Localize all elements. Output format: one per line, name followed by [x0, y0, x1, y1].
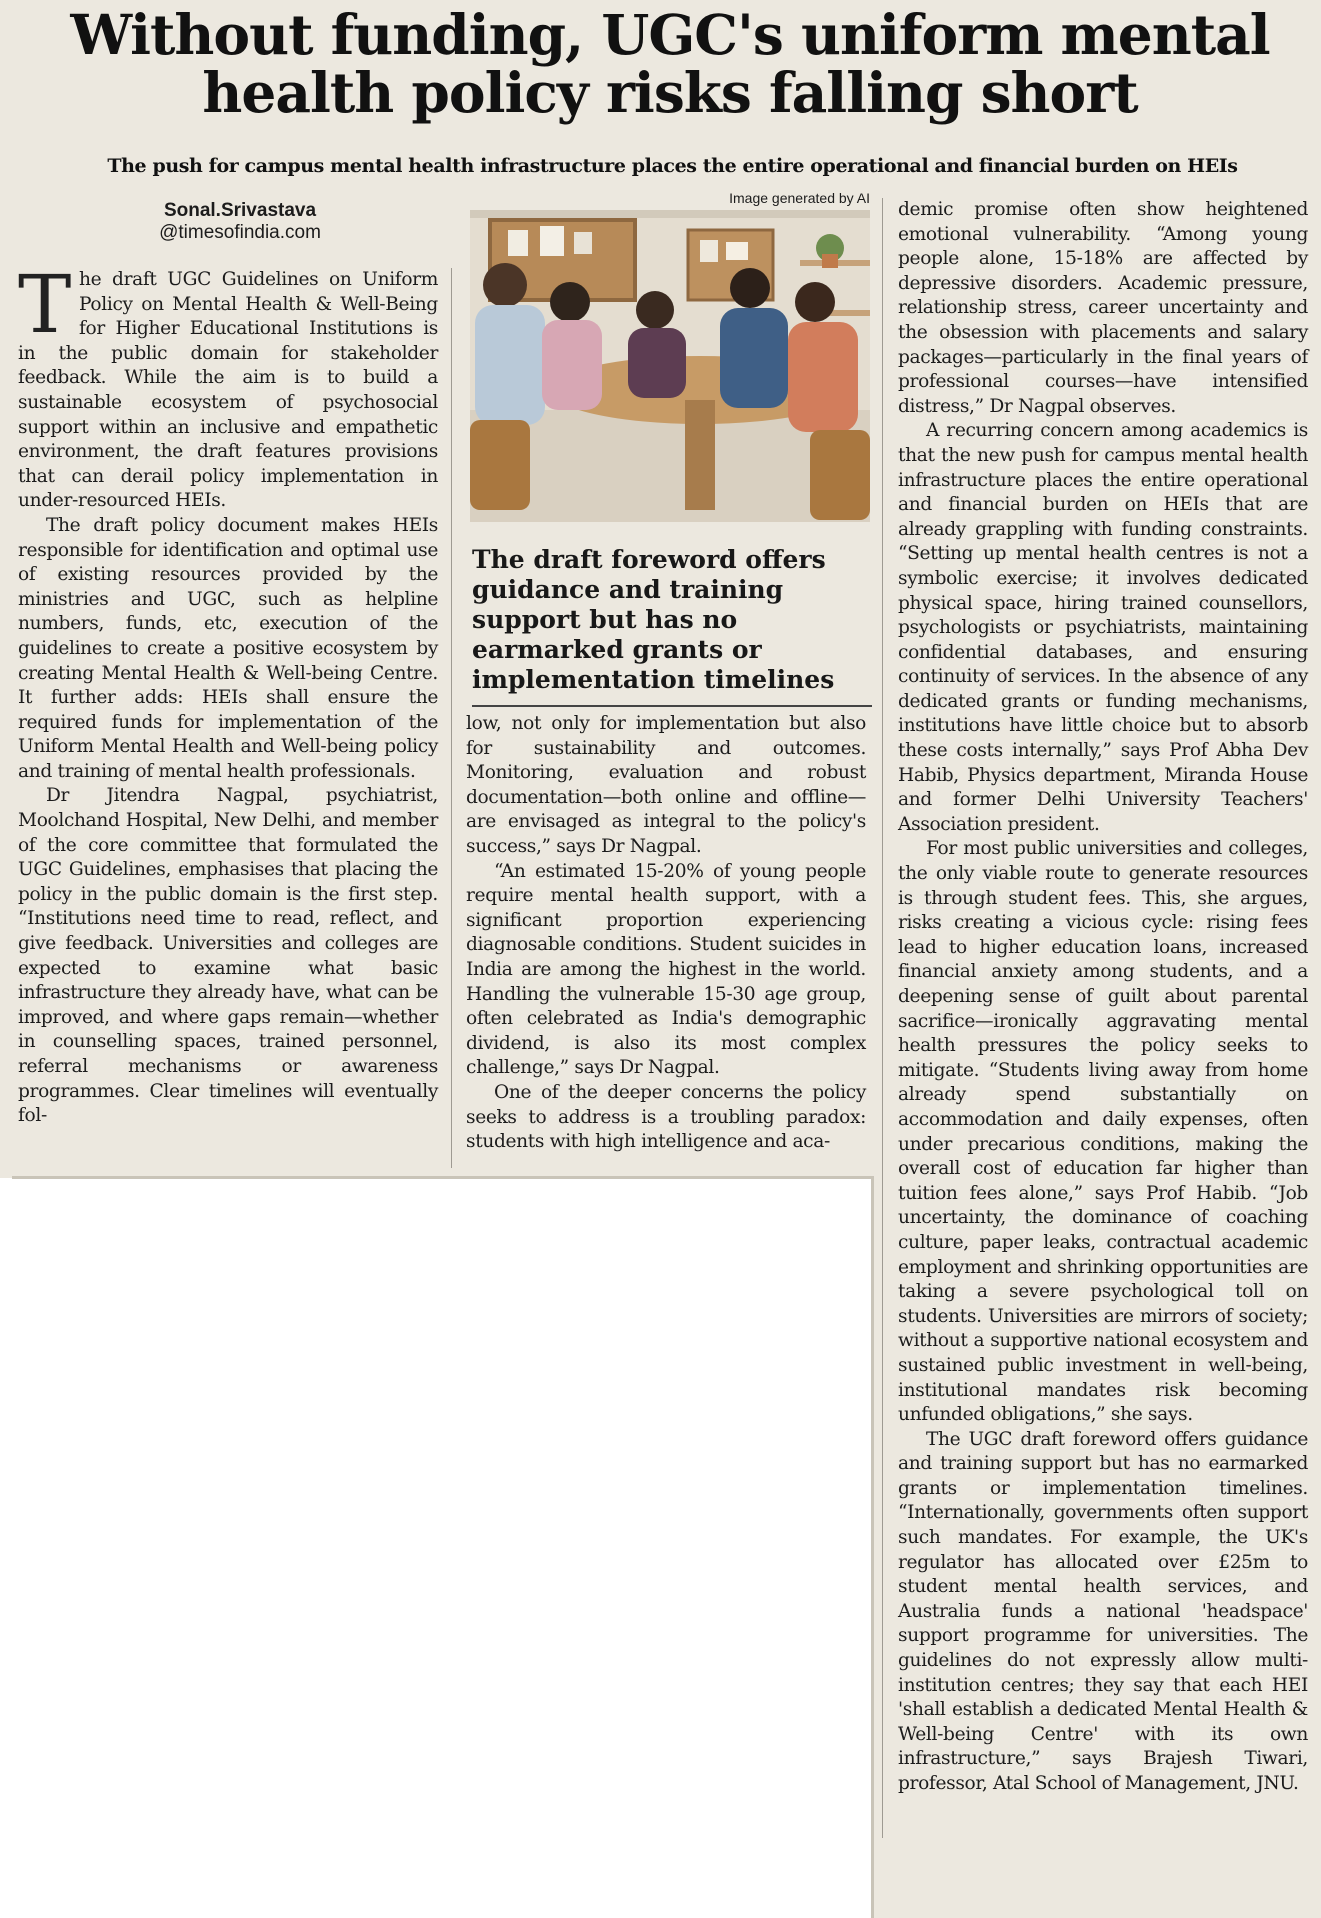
- author-email: @timesofindia.com: [159, 222, 321, 243]
- drop-cap: T: [18, 258, 72, 351]
- headline: Without funding, UGC's uniform mental health policy risks falling short: [70, 2, 1270, 125]
- article-column-1: [18, 258, 438, 1129]
- author-name: Sonal.Srivastava: [163, 200, 317, 221]
- column-divider: [451, 268, 452, 1168]
- column-divider: [882, 198, 883, 1838]
- students-meeting-illustration: [470, 210, 870, 522]
- paragraph: The UGC draft foreword offers guidance and training support but has no earmarked grants or implementation timelines. “Internationally, governments often support such mandates. For example, the UK's regulator has allocated over £25m to student mental health services, and Australia funds a national 'headspace' support programme for universities. The guidelines do not expressly allow multi-institution centres; they say that each HEI 'shall establish a dedicated Mental Health & Well-being Centre' with its own infrastructure,” says Brajesh Tiwari, professor, Atal School of Management, JNU.: [898, 1428, 1308, 1794]
- pull-quote: The draft foreword offers guidance and training support but has no earmarked grants or implementation timelines: [472, 545, 872, 707]
- subheadline: The push for campus mental health infrastructure places the entire operational and financial burden on HEIs: [107, 155, 1238, 177]
- article-column-2: [466, 712, 866, 1155]
- clipping-edge-vertical: [871, 1176, 874, 1918]
- article-photo: [470, 210, 870, 522]
- paragraph: [18, 258, 438, 514]
- paragraph: low, not only for implementation but also for sustainability and outcomes. Monitoring, evaluation and robust documentation—both online and offline—are envisaged as integral to the policy's success,” says Dr Nagpal.: [466, 713, 866, 857]
- paragraph: The draft policy document makes HEIs responsible for identification and optimal use of existing resources provided by the ministries and UGC, such as helpline numbers, funds, etc, execution of the guidelines to create a positive ecosystem by creating Mental Health & Well-being Centre. It further adds: HEIs shall ensure the required funds for implementation of the Uniform Mental Health and Well-being policy and training of mental health professionals.: [18, 514, 438, 782]
- paragraph: A recurring concern among academics is that the new push for campus mental health infrastructure places the entire operational and financial burden on HEIs that are already grappling with funding constraints. “Setting up mental health centres is not a symbolic exercise; it involves dedicated physical space, hiring trained counsellors, psychologists or psychiatrists, maintaining confidential databases, and ensuring continuity of services. In the absence of any dedicated grants or funding mechanisms, institutions have little choice but to absorb these costs internally,” says Prof Abha Dev Habib, Physics department, Miranda House and former Delhi University Teachers' Association president.: [898, 420, 1308, 835]
- paragraph: demic promise often show heightened emotional vulnerability. “Among young people alone, 15-18% are affected by depressive disorders. Academic pressure, relationship stress, career uncertainty and the obsession with placements and salary packages—particularly in the final years of professional courses—have intensified distress,” Dr Nagpal observes.: [898, 199, 1308, 417]
- clipping-edge-horizontal: [12, 1176, 873, 1179]
- paragraph: For most public universities and colleges, the only viable route to generate resources is through student fees. This, she argues, risks creating a vicious cycle: rising fees lead to higher education loans, increased financial anxiety among students, and a deepening sense of guilt about parental sacrifice—ironically aggravating mental health pressures the policy seeks to mitigate. “Students living away from home already spend substantially on accommodation and daily expenses, often under precarious conditions, making the overall cost of education far higher than tuition fees alone,” says Prof Habib. “Job uncertainty, the dominance of coaching culture, paper leaks, contractual academic employment and shrinking opportunities are taking a severe psychological toll on students. Universities are mirrors of society; without a supportive national ecosystem and sustained public investment in well-being, institutional mandates risk becoming unfunded obligations,” she says.: [898, 838, 1308, 1426]
- paragraph: Dr Jitendra Nagpal, psychiatrist, Moolchand Hospital, New Delhi, and member of the core committee that formulated the UGC Guidelines, emphasises that placing the policy in the public domain is the first step. “Institutions need time to read, reflect, and give feedback. Universities and colleges are expected to examine what basic infrastructure they already have, what can be improved, and where gaps remain—whether in counselling spaces, trained personnel, referral mechanisms or awareness programmes. Clear timelines will eventually fol-: [18, 785, 438, 1127]
- article-column-3: [898, 198, 1308, 1797]
- byline: [120, 200, 360, 244]
- paragraph: “An estimated 15-20% of young people require mental health support, with a significant proportion experiencing diagnosable conditions. Student suicides in India are among the highest in the world. Handling the vulnerable 15-30 age group, often celebrated as India's demographic dividend, is also its most complex challenge,” says Dr Nagpal.: [466, 860, 866, 1079]
- paragraph-text: he draft UGC Guidelines on Uniform Policy on Mental Health & Well-Being for Higher Educational Institutions is in the public domain for stakeholder feedback. While the aim is to build a sustainable ecosystem of psychosocial support within an inclusive and empathetic environment, the draft features provisions that can derail policy implementation in under-resourced HEIs.: [18, 269, 438, 512]
- image-credit: Image generated by AI: [729, 190, 870, 206]
- paragraph: One of the deeper concerns the policy seeks to address is a troubling paradox: students with high intelligence and aca-: [466, 1081, 866, 1153]
